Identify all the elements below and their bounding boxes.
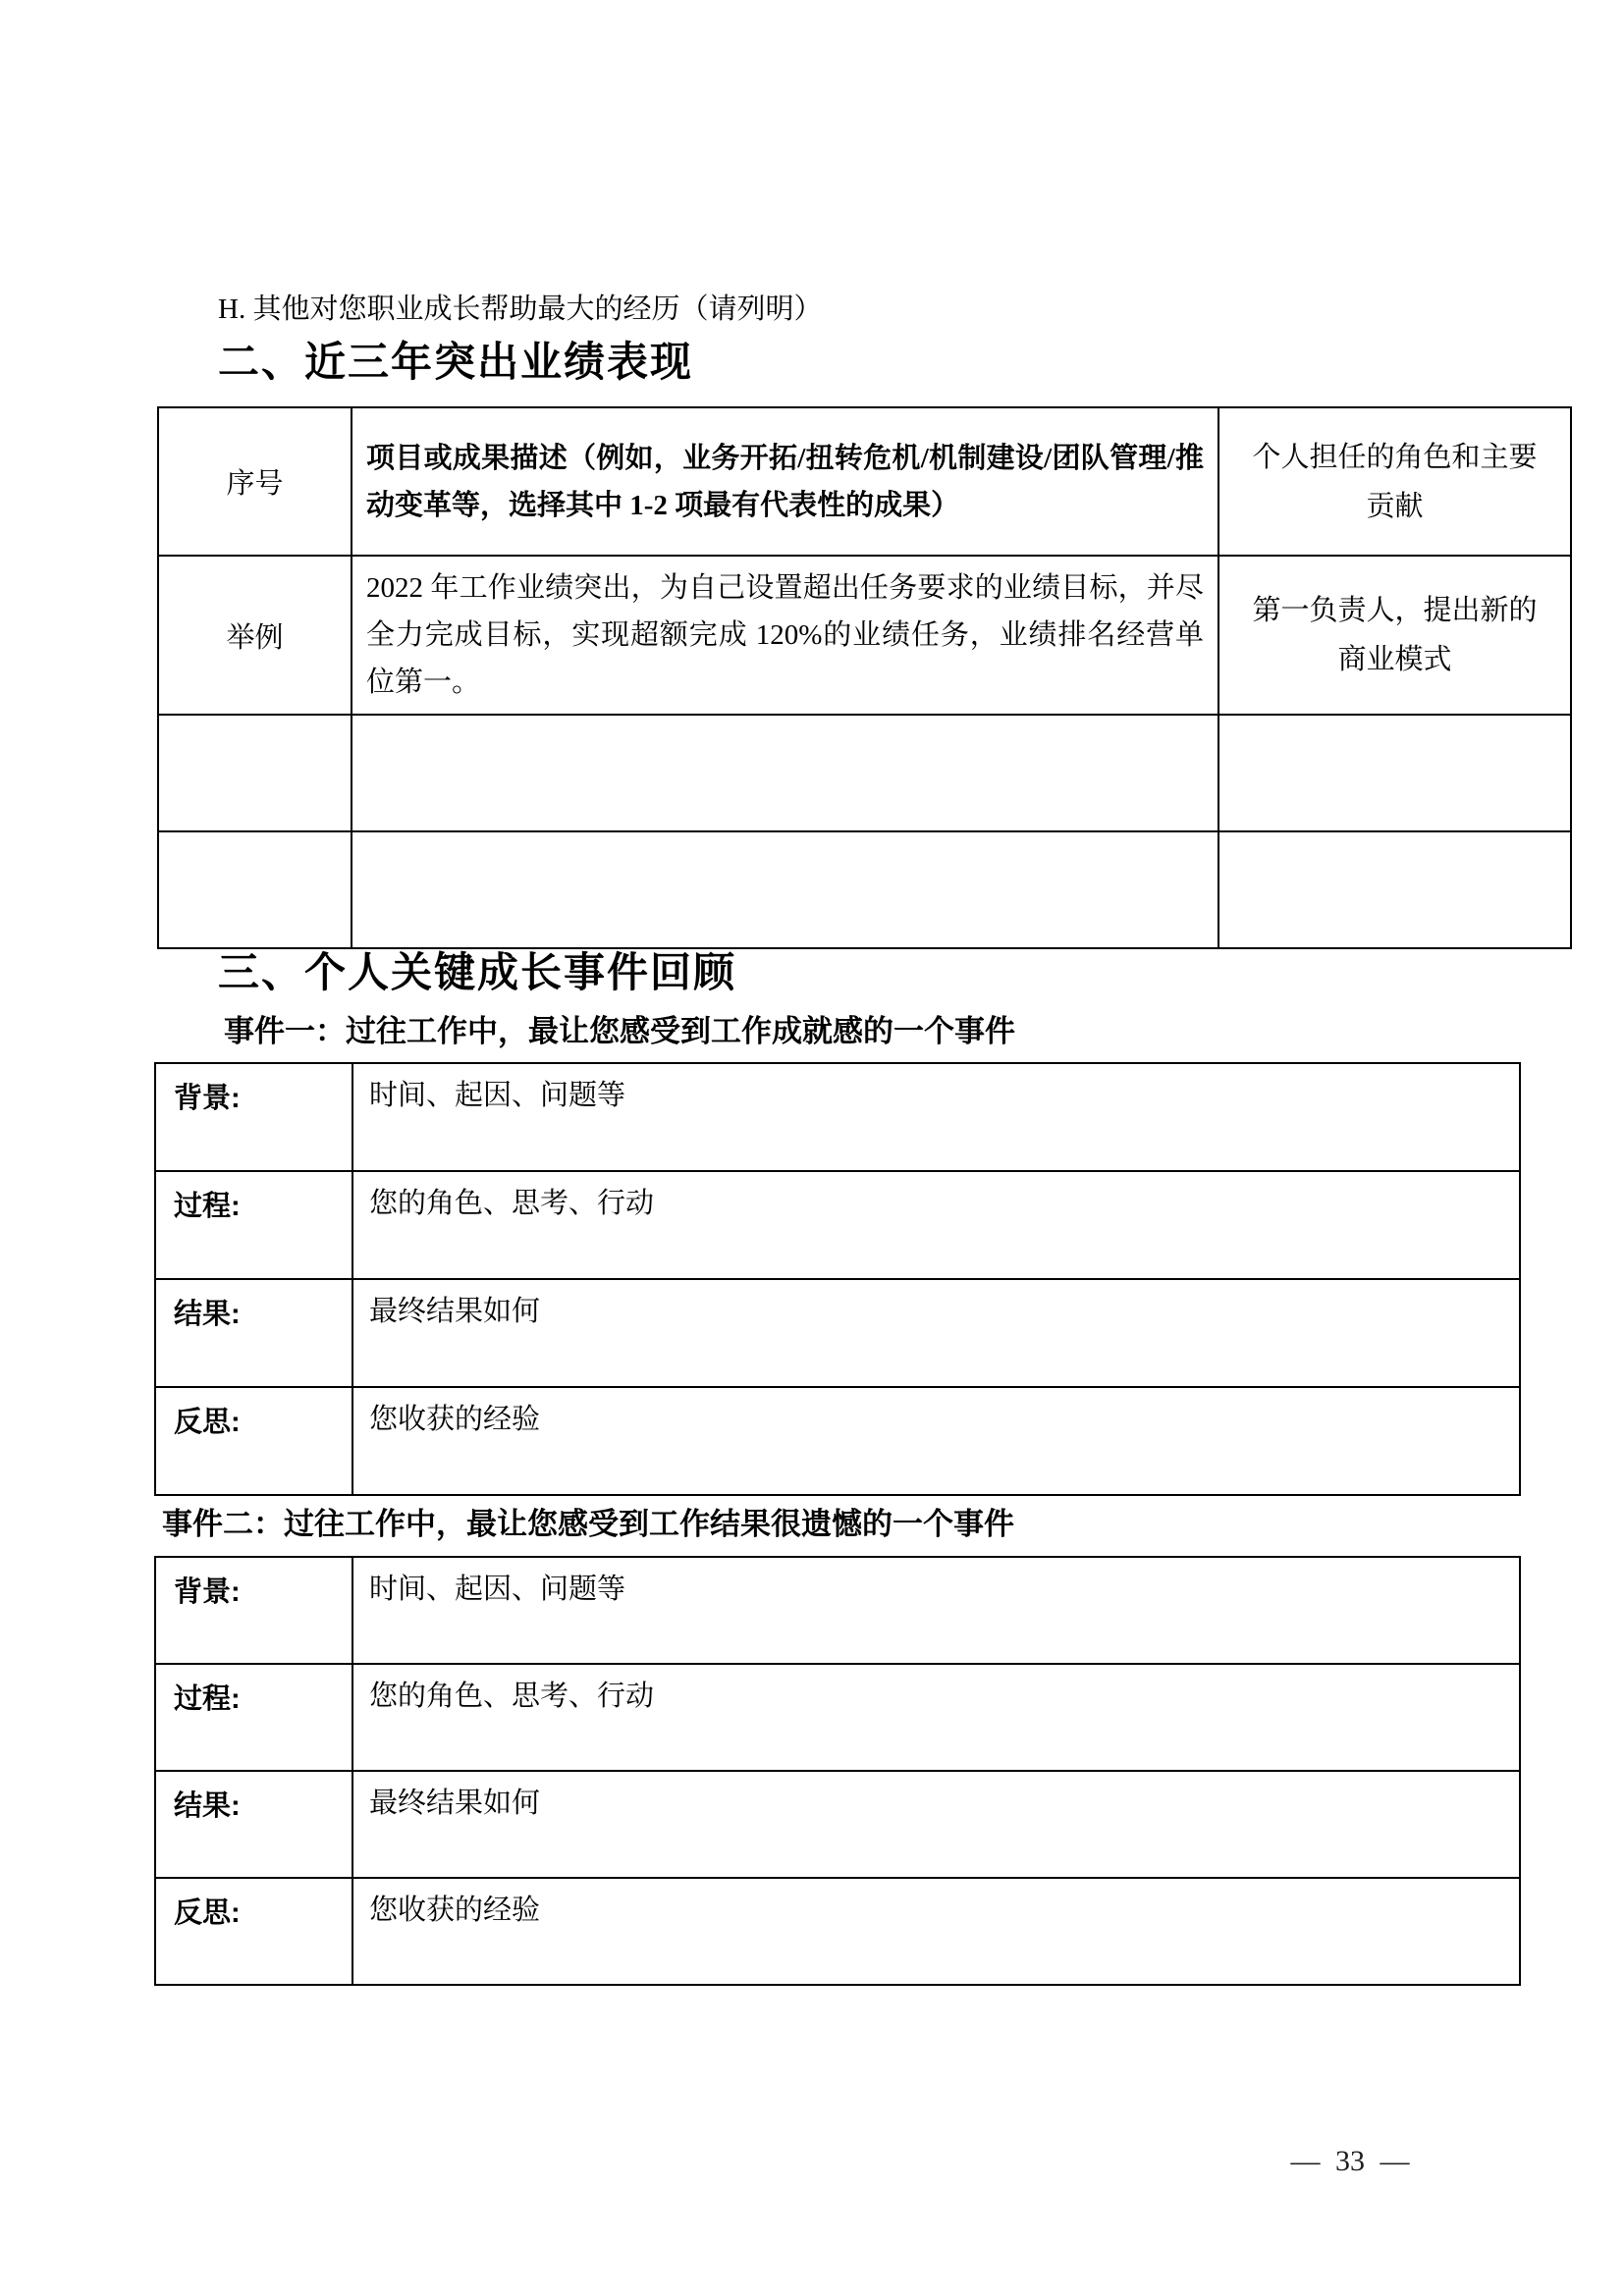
section3-title: 三、个人关键成长事件回顾 (218, 949, 737, 995)
empty-cell-role (1218, 831, 1571, 948)
row-label-cell: 反思: (155, 1878, 352, 1985)
empty-cell-desc (352, 831, 1218, 948)
event2-table (154, 1556, 1521, 1986)
table-header-row (158, 407, 1571, 556)
section2-title: 二、近三年突出业绩表现 (218, 339, 694, 385)
header-cell-role: 个人担任的角色和主要贡献 (1218, 407, 1571, 556)
row-content-cell: 您收获的经验 (352, 1878, 1520, 1985)
example-cell-no: 举例 (158, 556, 352, 715)
row-label-cell: 反思: (155, 1387, 352, 1495)
header-cell-desc: 项目或成果描述（例如，业务开拓/扭转危机/机制建设/团队管理/推动变革等，选择其中 1-2 项最有代表性的成果） (352, 407, 1218, 556)
example-cell-desc: 2022 年工作业绩突出，为自己设置超出任务要求的业绩目标，并尽全力完成目标，实现超额完成 120%的业绩任务，业绩排名经营单位第一。 (352, 556, 1218, 715)
row-content-cell: 您收获的经验 (352, 1387, 1520, 1495)
event-row-background (155, 1557, 1520, 1664)
event2-subtitle: 事件二：过往工作中，最让您感受到工作结果很遗憾的一个事件 (162, 1507, 1014, 1541)
row-label-cell: 背景: (155, 1557, 352, 1664)
row-label-cell: 过程: (155, 1171, 352, 1279)
event-row-process (155, 1171, 1520, 1279)
header-cell-no: 序号 (158, 407, 352, 556)
row-content-cell: 最终结果如何 (352, 1279, 1520, 1387)
empty-cell-no (158, 715, 352, 831)
performance-table (157, 406, 1572, 949)
row-content-cell: 您的角色、思考、行动 (352, 1171, 1520, 1279)
event1-subtitle: 事件一：过往工作中，最让您感受到工作成就感的一个事件 (224, 1014, 1015, 1048)
event1-table (154, 1062, 1521, 1496)
row-content-cell: 最终结果如何 (352, 1771, 1520, 1878)
event-row-reflection (155, 1878, 1520, 1985)
empty-cell-no (158, 831, 352, 948)
row-content-cell: 您的角色、思考、行动 (352, 1664, 1520, 1771)
empty-cell-desc (352, 715, 1218, 831)
row-label-cell: 结果: (155, 1771, 352, 1878)
page-number: — 33 — (1290, 2145, 1410, 2177)
intro-line: H. 其他对您职业成长帮助最大的经历（请列明） (218, 294, 823, 325)
event-row-result (155, 1279, 1520, 1387)
empty-row (158, 831, 1571, 948)
row-content-cell: 时间、起因、问题等 (352, 1063, 1520, 1171)
event-row-background (155, 1063, 1520, 1171)
row-label-cell: 背景: (155, 1063, 352, 1171)
event-row-process (155, 1664, 1520, 1771)
row-label-cell: 过程: (155, 1664, 352, 1771)
row-label-cell: 结果: (155, 1279, 352, 1387)
example-cell-role: 第一负责人，提出新的商业模式 (1218, 556, 1571, 715)
empty-cell-role (1218, 715, 1571, 831)
event-row-result (155, 1771, 1520, 1878)
event-row-reflection (155, 1387, 1520, 1495)
empty-row (158, 715, 1571, 831)
row-content-cell: 时间、起因、问题等 (352, 1557, 1520, 1664)
example-row (158, 556, 1571, 715)
